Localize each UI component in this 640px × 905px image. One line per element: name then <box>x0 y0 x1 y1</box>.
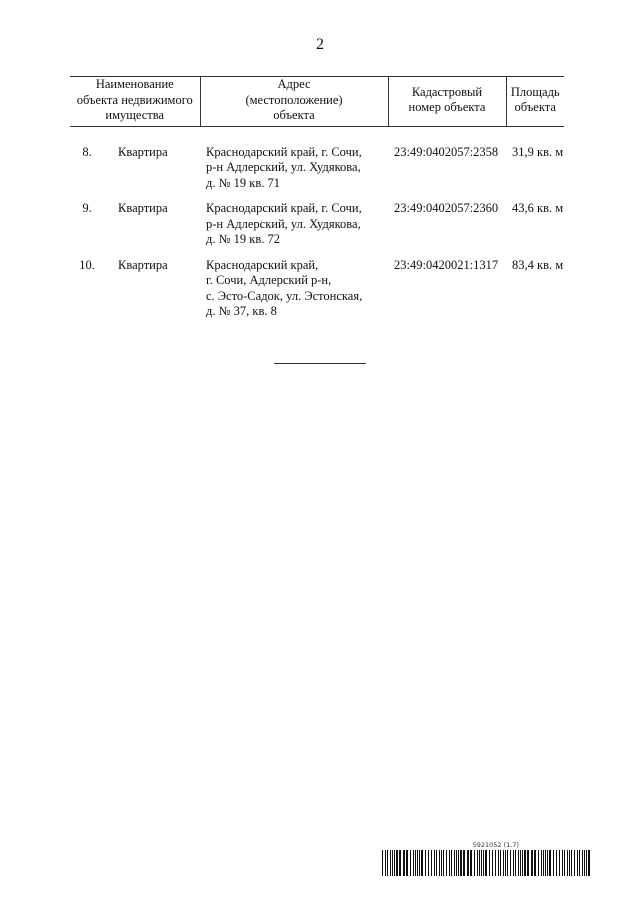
table-row <box>70 258 564 330</box>
row-number: 10. <box>79 257 95 272</box>
object-area: 43,6 кв. м <box>512 201 564 215</box>
cadastral-number: 23:49:0420021:1317 <box>394 257 499 272</box>
document-barcode <box>381 842 591 876</box>
header-area-line: Площадь <box>510 84 560 99</box>
end-of-table-rule <box>274 363 366 364</box>
address-line: г. Сочи, Адлерский р-н, <box>206 273 332 287</box>
object-name: Квартира <box>118 201 168 215</box>
header-cadastral <box>388 77 506 127</box>
header-name-line: Наименование <box>95 77 174 91</box>
address-line: д. № 37, кв. 8 <box>206 304 277 318</box>
barcode-icon <box>381 850 591 876</box>
header-name <box>70 77 200 127</box>
cadastral-number: 23:49:0402057:2360 <box>394 201 499 215</box>
address-line: с. Эсто-Садок, ул. Эстонская, <box>206 288 363 303</box>
header-cadastral-line: Кадастровый <box>411 84 483 99</box>
address-line: Краснодарский край, <box>206 257 319 272</box>
header-cadastral-line: номер объекта <box>408 100 486 115</box>
address-line: д. № 19 кв. 72 <box>206 232 281 246</box>
header-area-line: объекта <box>514 100 556 115</box>
address-line: Краснодарский край, г. Сочи, <box>206 201 362 215</box>
object-area: 31,9 кв. м <box>512 144 564 159</box>
header-address-line: объекта <box>273 108 315 122</box>
header-address-line: (местоположение) <box>245 92 343 107</box>
cadastral-number: 23:49:0402057:2358 <box>394 144 499 159</box>
address-line: д. № 19 кв. 71 <box>206 175 281 190</box>
barcode-graphic <box>381 850 591 876</box>
object-area: 83,4 кв. м <box>512 257 564 272</box>
object-address <box>200 201 388 258</box>
object-name: Квартира <box>118 257 168 272</box>
header-name-line: имущества <box>105 108 165 122</box>
address-line: р-н Адлерский, ул. Худякова, <box>206 216 361 231</box>
object-address <box>200 258 388 330</box>
table-row <box>70 201 564 258</box>
table-header-row <box>70 77 564 127</box>
object-address <box>200 126 388 201</box>
property-table <box>70 76 564 330</box>
header-area <box>506 77 564 127</box>
address-line: р-н Адлерский, ул. Худякова, <box>206 160 361 174</box>
header-address-line: Адрес <box>277 77 311 91</box>
table-row <box>70 126 564 201</box>
header-address <box>200 77 388 127</box>
address-line: Краснодарский край, г. Сочи, <box>206 144 362 159</box>
row-number: 9. <box>82 201 92 215</box>
barcode-number: 5921052 (1.7) <box>472 841 519 849</box>
header-name-line: объекта недвижимого <box>76 92 193 107</box>
object-name: Квартира <box>118 144 168 159</box>
row-number: 8. <box>82 144 92 159</box>
page-number: 2 <box>316 36 324 53</box>
